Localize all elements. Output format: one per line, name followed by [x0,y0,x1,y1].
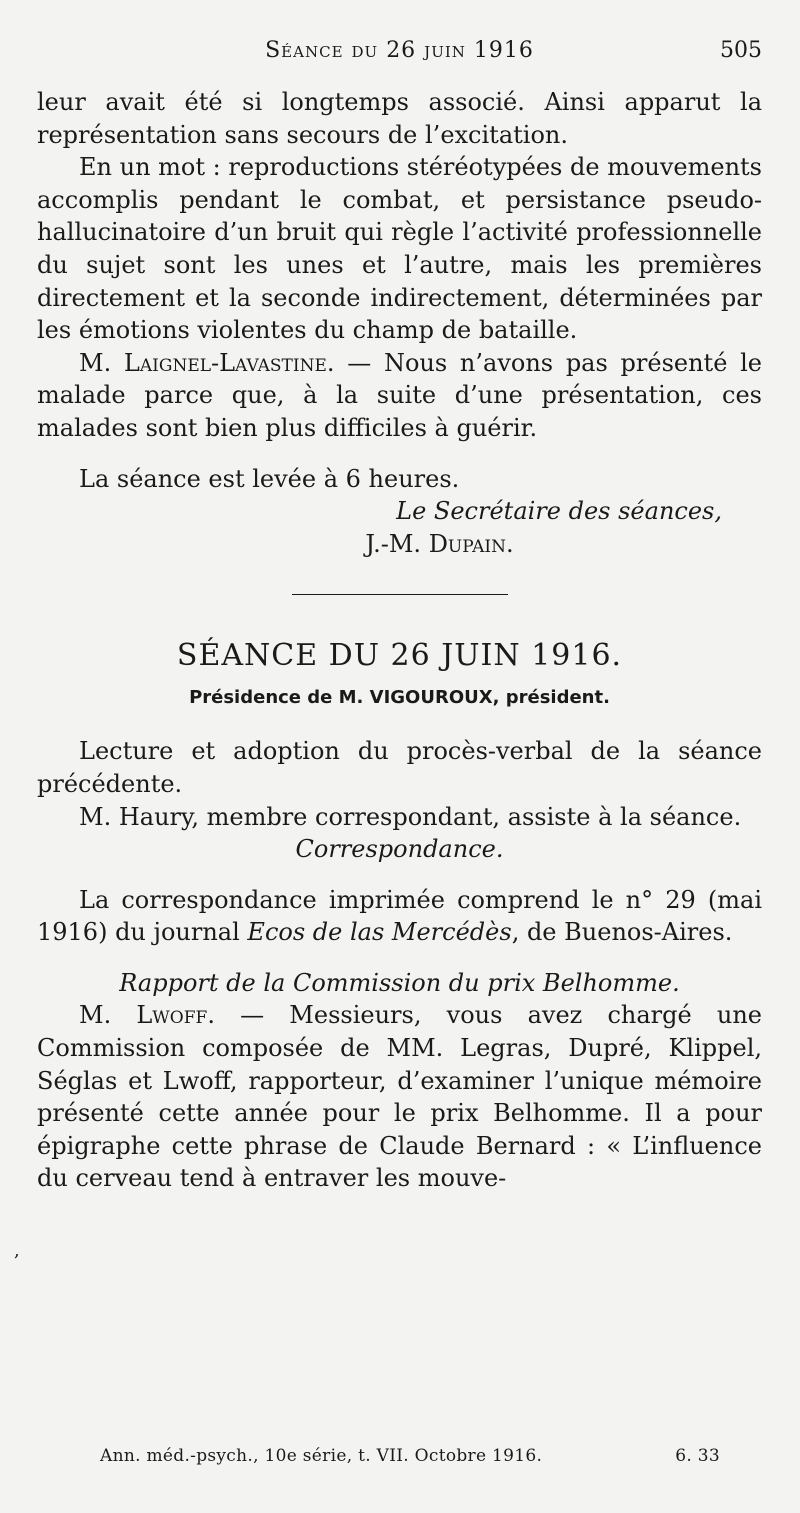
heading-correspondance: Correspondance. [295,835,504,864]
section-divider [292,594,508,595]
page-number: 505 [720,38,762,63]
signature-role: Le Secrétaire des séances, [396,497,722,526]
heading-rapport: Rapport de la Commission du prix Belhomme. [119,968,680,997]
signature-surname: Dupain. [428,529,514,558]
correspondance-text-start: La correspondance imprimée comprend le n° 29 (mai 1916) du journal [37,885,762,947]
paragraph-summary: En un mot : reproductions stéréotypées de mouvements accomplis pendant le combat, et persistance pseudo-hallucinatoire d’un bruit qui règle l’activité professionnelle du sujet sont les unes et l’autre, mais les premières directement et la seconde indirectement, déterminées par les émotions violentes du champ de bataille. [37,153,762,345]
laignel-remark: — Nous n’avons pas présenté le malade parce que, à la suite d’une présentation, ces malades sont bien plus difficiles à guérir. [37,348,763,442]
running-head [37,38,762,68]
paragraph-continuation: leur avait été si longtemps associé. Ainsi apparut la représentation sans secours de l’excitation. [37,88,762,149]
paragraph-lecture: Lecture et adoption du procès-verbal de la séance précédente. [37,737,762,798]
paragraph-laignel [37,347,762,445]
speaker-lwoff: M. Lwoff. [79,1001,215,1030]
signature-name [37,528,762,561]
paragraph-lwoff [37,999,762,1195]
signature-initials: J.-M. [365,529,429,558]
lwoff-remark: — Messieurs, vous avez chargé une Commission composée de MM. Legras, Dupré, Klippel, Séglas et Lwoff, rapporteur, d’examiner l’unique mémoire présenté cette année pour le prix Belhomme. Il a pour épigraphe cette phrase de Claude Bernard : « L’influence du cerveau tend à entraver les mouve- [37,1001,763,1193]
presidence-line: Présidence de M. VIGOUROUX, président. [189,687,610,709]
footer-signature-mark: 6. 33 [675,1446,720,1466]
running-head-title [37,38,762,63]
session-title: SÉANCE DU 26 JUIN 1916. [176,638,623,674]
running-head-title-prefix: Séance du [265,38,379,63]
correspondance-text-end: , de Buenos-Aires. [511,918,733,947]
paragraph-haury: M. Haury, membre correspondant, assiste à la séance. [79,802,742,831]
page-body [37,86,762,1195]
paragraph-correspondance [37,884,762,949]
footer-citation: Ann. méd.-psych., 10e série, t. VII. Octobre 1916. [100,1446,543,1466]
margin-mark: , [14,1240,20,1261]
speaker-laignel-lavastine: M. Laignel-Lavastine. [79,348,335,377]
journal-name: Ecos de las Mercédès [247,918,512,947]
paragraph-closing: La séance est levée à 6 heures. [79,464,460,493]
running-head-title-date: 26 juin 1916 [386,38,534,63]
